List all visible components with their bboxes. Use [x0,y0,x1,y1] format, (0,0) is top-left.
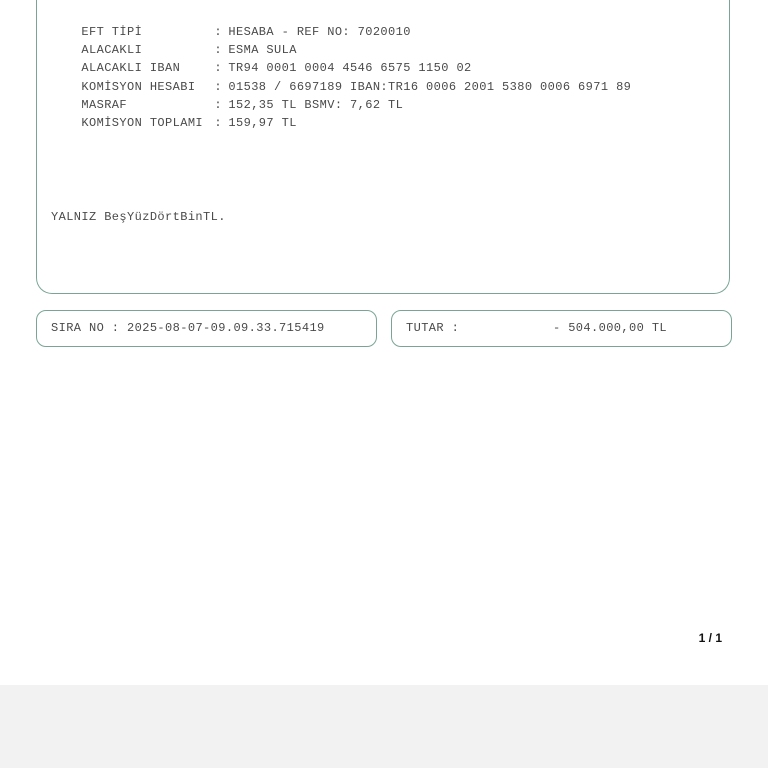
detail-row-alacakli-iban [51,44,472,75]
detail-row-alacakli [51,26,297,57]
detail-row-komisyon-hesabi [51,63,632,94]
tutar-label: TUTAR : [406,321,460,335]
detail-label: MASRAF [81,98,128,112]
tutar-value: - 504.000,00 TL [553,321,668,335]
detail-value: 152,35 TL BSMV: 7,62 TL [228,98,404,112]
detail-value: ESMA SULA [228,43,297,57]
detail-row-komisyon-toplami [51,99,297,130]
detail-label: EFT TİPİ [81,25,143,39]
tutar-box [391,310,732,347]
detail-separator: : [214,61,223,75]
page-number: 1 / 1 [698,631,722,645]
amount-in-words: YALNIZ BeşYüzDörtBinTL. [51,210,226,224]
detail-separator: : [214,43,223,57]
detail-row-masraf [51,81,404,112]
detail-separator: : [214,116,223,130]
detail-label: KOMİSYON HESABI [81,80,196,94]
detail-value: HESABA - REF NO: 7020010 [228,25,411,39]
detail-separator: : [214,80,223,94]
detail-row-eft-tipi [51,8,411,39]
sira-no-label: SIRA NO : [51,321,120,335]
detail-label: ALACAKLI IBAN [81,61,181,75]
detail-label: ALACAKLI [81,43,143,57]
detail-value: 159,97 TL [228,116,297,130]
detail-separator: : [214,98,223,112]
detail-label: KOMİSYON TOPLAMI [81,116,204,130]
sira-no-box [36,310,377,347]
sira-no-value: 2025-08-07-09.09.33.715419 [127,321,325,335]
detail-separator: : [214,25,223,39]
detail-value: 01538 / 6697189 IBAN:TR16 0006 2001 5380 0006 6971 89 [228,80,632,94]
sira-no-text [51,320,325,336]
detail-value: TR94 0001 0004 4546 6575 1150 02 [228,61,472,75]
